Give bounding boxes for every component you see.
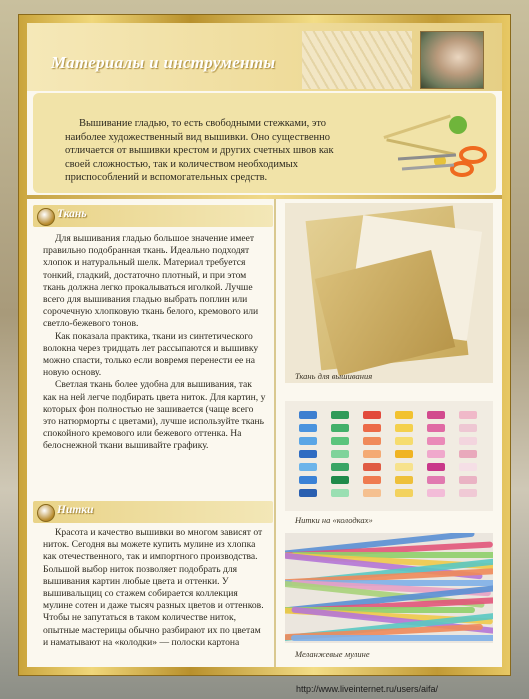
caption-skeins: Нитки на «колодках»: [295, 515, 373, 525]
thread-skein: [427, 424, 445, 432]
thread-skein: [363, 424, 381, 432]
header-divider: [27, 195, 502, 199]
thread-skein: [363, 411, 381, 419]
thread-skein: [459, 463, 477, 471]
header-decoration: [302, 31, 412, 89]
page-title: Материалы и инструменты: [51, 53, 276, 72]
thread-skein: [395, 437, 413, 445]
thread-skein: [331, 489, 349, 497]
thread-skein: [427, 411, 445, 419]
thread-skein: [395, 476, 413, 484]
column-separator: [274, 199, 276, 667]
thread-skein: [331, 437, 349, 445]
caption-melange: Меланжевые мулине: [295, 649, 370, 659]
section-bullet-icon: [37, 208, 55, 226]
section-heading-fabric: [33, 205, 273, 227]
section-title: Ткань: [57, 208, 87, 220]
thread-skein: [299, 463, 317, 471]
thread-skein: [459, 437, 477, 445]
section-heading-threads: [33, 501, 273, 523]
thread-cards-image: [285, 401, 493, 511]
scissors-and-threads-image: [378, 111, 490, 181]
intro-text: Вышивание гладью, то есть свободными стежками, это наиболее художественный вид вышивки. Оно существенно отличается от вышивки крестом и других счетных швов как своей сложностью, так и количеством необходимых приспособлений и вспомогательных средств.: [65, 118, 334, 183]
thread-skein: [427, 463, 445, 471]
caption-fabric: Ткань для вышивания: [295, 371, 373, 381]
thread-skein: [395, 489, 413, 497]
thread-skein: [331, 476, 349, 484]
thread-skein: [363, 437, 381, 445]
section-title: Нитки: [57, 504, 94, 516]
thread-skein: [363, 476, 381, 484]
paragraph: Как показала практика, ткани из синтетического волокна через тридцать лет рассыпаются и вышивку можно спасти, только если вовремя перенести ее на новую основу.: [43, 330, 259, 379]
thread-skein: [299, 450, 317, 458]
thread-skein: [363, 489, 381, 497]
thread-skein: [395, 411, 413, 419]
thread-skein: [459, 489, 477, 497]
thread-skein: [459, 476, 477, 484]
thread-skein: [427, 476, 445, 484]
paragraph: Светлая ткань более удобна для вышивания, так как на ней легче подбирать цвета ниток. Для картин, у которых фон полностью не зашивается (чаще всего это натюрморты с цветами), лучше используйте ткань спокойного кремового или бежевого оттенка. На белоснежной ткани вышивайте графику.: [43, 379, 266, 452]
paragraph: Красота и качество вышивки во многом зависят от ниток. Сегодня вы можете купить мулине из хлопка как отечественного, так и импортного производства. Большой выбор ниток позволяет подобрать для вышивания картин любые цвета и оттенки. У вышивальщиц со стажем собирается коллекция мулине сотен и даже тысяч разных цветов и оттенков. Чтобы не запутаться в таком количестве ниток, опытные мастерицы обычно разбирают их по цветам и наматывают на «колодки» — полоски картона: [43, 527, 264, 648]
page-header: [27, 23, 502, 91]
thread-skein: [299, 476, 317, 484]
watermark-url: http://www.liveinternet.ru/users/aifa/: [296, 684, 439, 694]
thread-skein: [299, 424, 317, 432]
thread-skein: [427, 489, 445, 497]
thread-skein: [459, 424, 477, 432]
thread-strand: [291, 635, 493, 641]
gold-frame: [18, 14, 511, 676]
thread-skein: [331, 424, 349, 432]
fabric-image: [285, 203, 493, 383]
thread-skein: [427, 437, 445, 445]
fabric-text: [43, 233, 267, 453]
thread-skein: [363, 463, 381, 471]
thread-skein: [459, 450, 477, 458]
thread-skein: [363, 450, 381, 458]
book-page: [27, 23, 502, 667]
paragraph: Для вышивания гладью большое значение имеет правильно подобранная ткань. Идеально подходят хлопок и натуральный шелк. Материал требуется тонкий, гладкий, достаточно плотный, и при этом ткань должна легко прокалываться иголкой. Лучше всего для вышивания гладью выбрать поплин или сорочечную хлопковую ткань белого, кремового или светло-бежевого тонов.: [43, 233, 259, 330]
header-portrait-image: [420, 31, 484, 89]
thread-skein: [299, 437, 317, 445]
thread-skein: [299, 489, 317, 497]
thread-skein: [395, 463, 413, 471]
thread-skein: [299, 411, 317, 419]
thread-skein: [331, 450, 349, 458]
melange-threads-image: [285, 533, 493, 643]
section-bullet-icon: [37, 504, 55, 522]
thread-skein: [395, 424, 413, 432]
thread-skein: [427, 450, 445, 458]
thread-skein: [395, 450, 413, 458]
intro-band: [33, 93, 496, 193]
thread-skein: [459, 411, 477, 419]
thread-skein: [331, 411, 349, 419]
thread-skein: [331, 463, 349, 471]
threads-text: [43, 527, 267, 649]
